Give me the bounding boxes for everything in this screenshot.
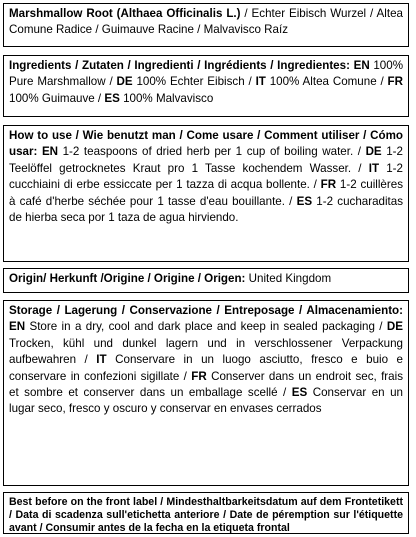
storage-es: Conservar en un lugar seco, fresco y oscuro y conservar en envases cerrados: [9, 386, 403, 416]
lang-code: FR: [191, 369, 207, 383]
storage-it: Conservare in un luogo asciutto, fresco e buio e conservare in confezioni sigillate /: [9, 353, 403, 383]
lang-code: IT: [368, 161, 380, 175]
lang-code: EN: [41, 145, 59, 159]
how-to-use-fr: 1-2 cuillères à café d'herbe séchée pour 1 tasse d'eau bouillante. /: [9, 178, 403, 208]
how-to-use-es: 1-2 cucharaditas de hierba seca por 1 taza de agua hirviendo.: [9, 194, 404, 225]
best-before-section: [3, 492, 409, 534]
ingredients-fr: 100% Guimauve /: [9, 91, 105, 105]
product-name-latin: Marshmallow Root (Althaea Officinalis L.): [9, 7, 241, 20]
lang-code: FR: [320, 178, 337, 192]
best-before-text: Best before on the front label / Mindesthaltbarkeitsdatum auf dem Frontetikett / Data di scadenza sull'etichetta anteriore / Date de péremption sur l'étiquette avant / Consumir antes de la fecha en la etiqueta frontal: [9, 496, 403, 534]
storage-de: Trocken, kühl und dunkel lagern und in verschlossener Verpackung aufbewahren /: [9, 336, 403, 367]
product-name-translations: / Echter Eibisch Wurzel / Altea Comune Radice / Guimauve Racine / Malvavisco Raíz: [9, 7, 403, 37]
lang-code: EN: [353, 59, 370, 72]
lang-code: IT: [255, 75, 266, 89]
lang-code: ES: [296, 194, 313, 208]
lang-code: IT: [96, 353, 107, 367]
lang-code: ES: [291, 386, 308, 400]
ingredients-de: 100% Echter Eibisch /: [132, 75, 256, 89]
lang-code: EN: [9, 320, 26, 334]
storage-heading: Storage / Lagerung / Conservazione / Entreposage / Almacenamiento:: [9, 304, 403, 317]
how-to-use-heading: How to use / Wie benutzt man / Come usare / Comment utiliser / Cómo usar:: [9, 129, 403, 159]
ingredients-section: [3, 55, 409, 117]
lang-code: DE: [386, 320, 403, 334]
ingredients-es: 100% Malvavisco: [119, 91, 214, 105]
storage-section: [3, 300, 409, 486]
origin-value: United Kingdom: [245, 272, 332, 285]
lang-code: FR: [387, 75, 403, 89]
product-name-section: [3, 3, 409, 47]
origin-heading: Origin/ Herkunft /Origine / Origine / Origen:: [9, 272, 246, 285]
origin-section: [3, 268, 409, 293]
ingredients-heading: Ingredients / Zutaten / Ingredienti / Ingrédients / Ingredientes:: [9, 59, 350, 72]
how-to-use-en: 1-2 teaspoons of dried herb per 1 cup of boiling water. /: [58, 145, 366, 159]
how-to-use-it: 1-2 cucchiaini di erbe essiccate per 1 tazza di acqua bollente. /: [9, 161, 403, 192]
ingredients-it: 100% Altea Comune /: [265, 75, 388, 89]
lang-code: DE: [365, 145, 382, 159]
storage-en: Store in a dry, cool and dark place and keep in sealed packaging /: [25, 320, 387, 334]
how-to-use-section: [3, 125, 409, 262]
storage-fr: Conserver dans un endroit sec, frais et sombre et conserver dans un emballage scellé /: [9, 369, 403, 400]
how-to-use-de: 1-2 Teelöffel getrocknetes Kraut pro 1 Tasse kochendem Wasser. /: [9, 145, 403, 175]
lang-code: DE: [116, 75, 133, 89]
ingredients-en: 100% Pure Marshmallow /: [9, 59, 404, 89]
lang-code: ES: [104, 91, 120, 105]
